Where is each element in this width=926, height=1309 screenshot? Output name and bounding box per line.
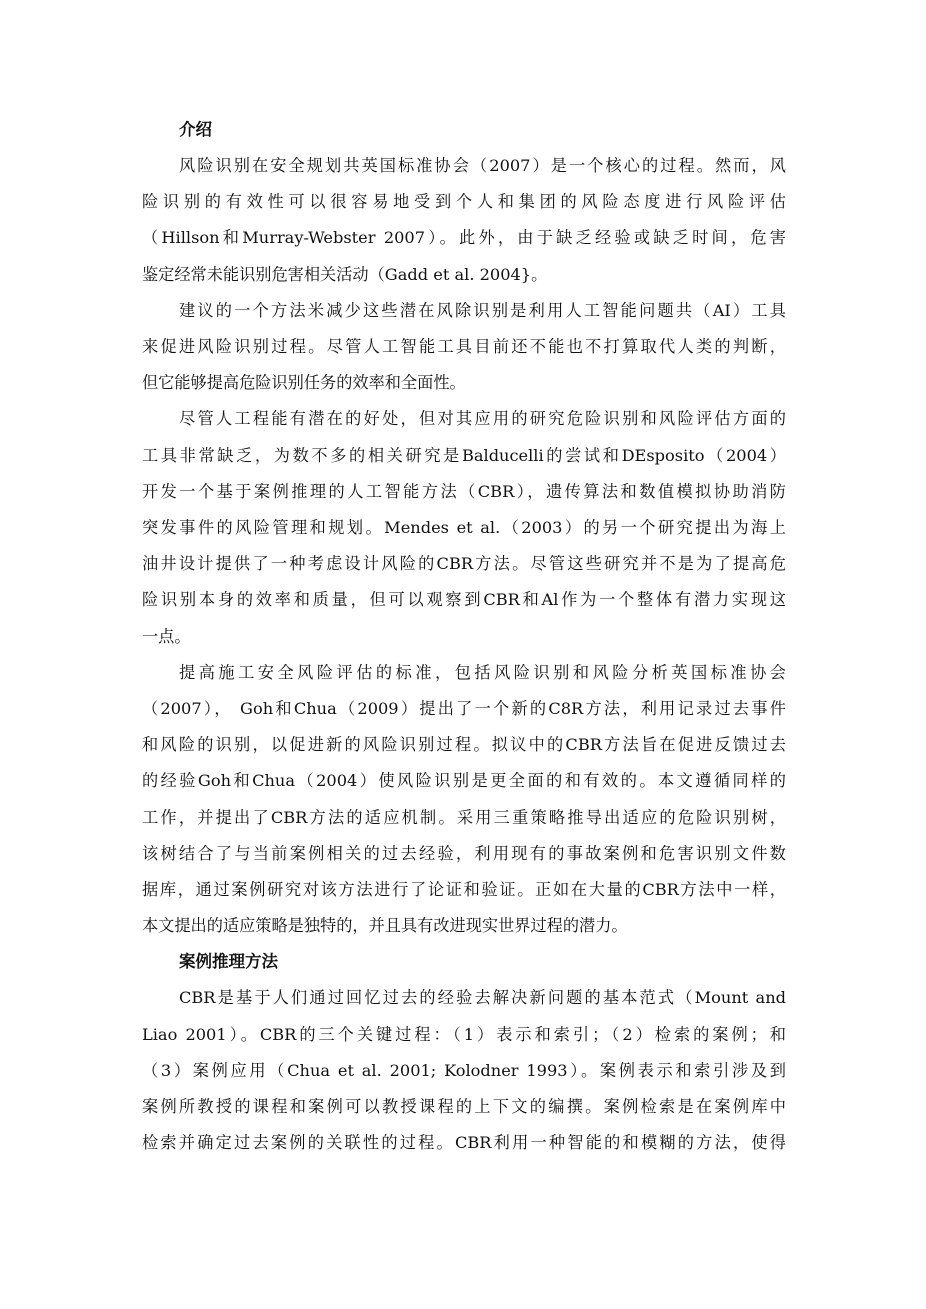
text-line: Liao 2001）。CBR的三个关键过程：（1）表示和索引；（2）检索的案例；和 <box>142 1024 786 1044</box>
text-line: 和风险的识别，以促进新的风险识别过程。拟议中的CBR方法旨在促进反馈过去 <box>142 735 786 755</box>
text-line: 工作，并提出了CBR方法的适应机制。采用三重策略推导出适应的危险识别树， <box>142 807 786 827</box>
text-line: 尽管人工程能有潜在的好处，但对其应用的研究危险识别和风险评估方面的 <box>179 409 786 429</box>
text-line: 的经验Goh和Chua（2004）使风险识别是更全面的和有效的。本文遵循同样的 <box>142 771 786 791</box>
text-line: 风险识别在安全规划共英国标准协会（2007）是一个核心的过程。然而，风 <box>179 156 786 175</box>
text-line: CBR是基于人们通过回忆过去的经验去解决新问题的基本范式（Mount and <box>179 988 786 1008</box>
text-line: 提高施工安全风险评估的标准，包括风险识别和风险分析英国标准协会 <box>179 662 786 682</box>
paragraph-intro-1 <box>142 148 786 293</box>
section-heading-introduction: 介绍 <box>179 120 212 139</box>
text-line: 该树结合了与当前案例相关的过去经验，利用现有的事故案例和危害识别文件数 <box>142 843 786 863</box>
text-line: 险识别的有效性可以很容易地受到个人和集团的风险态度进行风险评估 <box>142 192 786 212</box>
section-heading-cbr-method: 案例推理方法 <box>179 952 278 972</box>
text-line: 工具非常缺乏，为数不多的相关研究是Balducelli的尝试和DEsposito（2004） <box>142 445 786 465</box>
text-line: （Hillson和Murray-Webster 2007）。此外，由于缺乏经验或缺乏时间，危害 <box>142 228 786 248</box>
text-line: 但它能够提高危险识别任务的效率和全面性。 <box>142 373 466 393</box>
text-line: （3）案例应用（Chua et al. 2001; Kolodner 1993）。案例表示和索引涉及到 <box>142 1060 786 1080</box>
document-page <box>142 112 786 1161</box>
text-line: 据库，通过案例研究对该方法进行了论证和验证。正如在大量的CBR方法中一样， <box>142 880 786 900</box>
text-line: 开发一个基于案例推理的人工智能方法（CBR），遗传算法和数值模拟协助消防 <box>142 481 786 501</box>
text-line: 一点。 <box>142 626 191 646</box>
text-line: 检索并确定过去案例的关联性的过程。CBR利用一种智能的和模糊的方法，使得 <box>142 1133 786 1153</box>
text-line: 案例所教授的课程和案例可以教授课程的上下文的编撰。案例检索是在案例库中 <box>142 1097 786 1117</box>
text-line: 突发事件的风险管理和规划。Mendes et al.（2003）的另一个研究提出为海上 <box>142 518 786 538</box>
paragraph-intro-3 <box>142 401 786 654</box>
paragraph-intro-4 <box>142 655 786 945</box>
text-line: （2007）， Goh和Chua（2009）提出了一个新的C8R方法，利用记录过去事件 <box>142 699 786 719</box>
paragraph-cbr-1 <box>142 980 786 1161</box>
text-line: 油井设计提供了一种考虑设计风险的CBR方法。尽管这些研究并不是为了提高危 <box>142 554 786 574</box>
text-line: 险识别本身的效率和质量，但可以观察到CBR和Al作为一个整体有潜力实现这 <box>142 590 786 610</box>
paragraph-intro-2 <box>142 293 786 402</box>
text-line: 本文提出的适应策略是独特的，并且具有改进现实世界过程的潜力。 <box>142 916 628 936</box>
text-line: 来促进风险识别过程。尽管人工智能工具目前还不能也不打算取代人类的判断， <box>142 337 786 357</box>
text-line: 鉴定经常未能识别危害相关活动（Gadd et al. 2004}。 <box>142 264 548 284</box>
text-line: 建议的一个方法米减少这些潜在风除识别是利用人工智能问题共（AI）工具 <box>179 300 786 320</box>
